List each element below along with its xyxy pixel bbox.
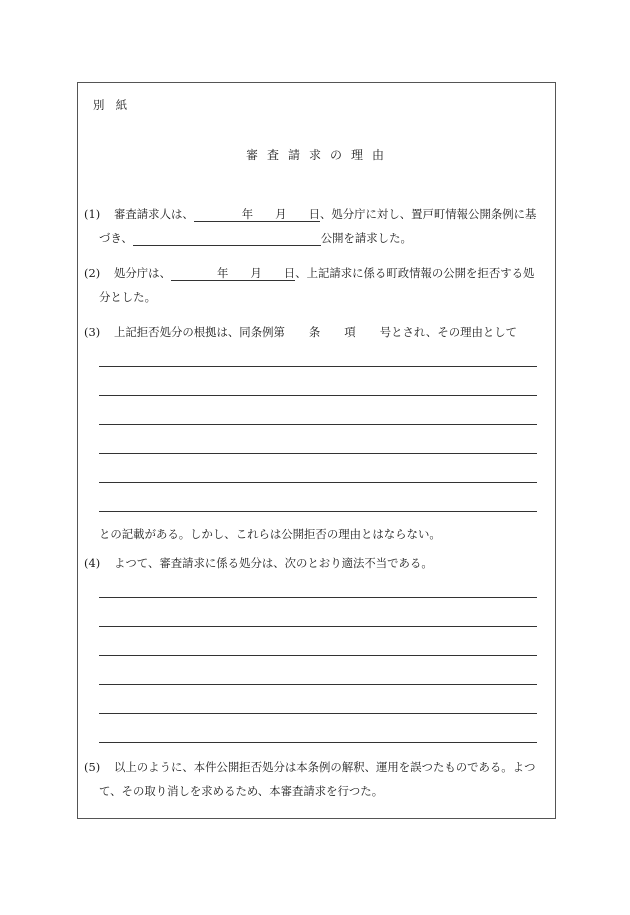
item-2-year-label: 年	[216, 266, 229, 280]
item-3-line-1	[84, 325, 517, 339]
improper-line-2[interactable]	[99, 626, 537, 627]
item-1-subject-field[interactable]	[133, 231, 321, 245]
item-5-line-1	[84, 760, 535, 774]
item-2-line-2: 分とした。	[99, 290, 156, 304]
item-4-text: よつて、審査請求に係る処分は、次のとおり適法不当である。	[114, 556, 433, 570]
item-4-number: (4)	[84, 556, 101, 570]
improper-line-4[interactable]	[99, 684, 537, 685]
item-2-line-1	[84, 266, 534, 280]
improper-line-1[interactable]	[99, 597, 537, 598]
item-1-day-label: 日	[308, 207, 320, 221]
reason-line-4[interactable]	[99, 453, 537, 454]
item-1-text-c: づき、	[99, 231, 133, 245]
item-2-number: (2)	[84, 266, 101, 280]
form-frame	[77, 82, 556, 819]
reason-line-3[interactable]	[99, 424, 537, 425]
item-2-date-field[interactable]	[171, 266, 295, 280]
attachment-label: 別 紙	[93, 98, 128, 112]
item-1-number: (1)	[84, 207, 101, 221]
item-3-conclusion: との記載がある。しかし、これらは公開拒否の理由とはならない。	[99, 527, 441, 541]
reason-line-2[interactable]	[99, 395, 537, 396]
item-2-month-label: 月	[250, 266, 262, 280]
item-4-line-1	[84, 556, 433, 570]
item-1-year-label: 年	[241, 207, 254, 221]
reason-line-1[interactable]	[99, 366, 537, 367]
reason-line-5[interactable]	[99, 482, 537, 483]
reason-line-6[interactable]	[99, 511, 537, 512]
item-5-number: (5)	[84, 760, 101, 774]
page-title: 審査請求の理由	[245, 148, 393, 162]
item-1-text-e: 公開を請求した。	[320, 231, 412, 245]
item-1-text-a: 審査請求人は、	[114, 207, 194, 221]
item-2-text-b: 、上記請求に係る町政情報の公開を拒否する処	[295, 266, 535, 280]
item-3-paragraph-label: 項	[344, 325, 356, 339]
item-1-month-label: 月	[275, 207, 287, 221]
item-1-text-b: 、処分庁に対し、置戸町情報公開条例に基	[319, 207, 537, 221]
item-1-line-2	[99, 231, 412, 245]
item-3-article-label: 条	[308, 325, 321, 339]
item-1-line-1	[84, 207, 536, 221]
item-1-date-field[interactable]	[194, 207, 320, 221]
improper-line-6[interactable]	[99, 742, 537, 743]
item-2-day-label: 日	[283, 266, 296, 280]
improper-line-3[interactable]	[99, 655, 537, 656]
item-3-text-a: 上記拒否処分の根拠は、同条例第	[114, 325, 285, 339]
item-5-text-1: 以上のように、本件公開拒否処分は本条例の解釈、運用を誤つたものである。よつ	[114, 760, 536, 774]
item-3-number: (3)	[84, 325, 101, 339]
item-2-text-a: 処分庁は、	[114, 266, 171, 280]
improper-line-5[interactable]	[99, 713, 537, 714]
item-3-text-b: 号とされ、その理由として	[379, 325, 518, 339]
item-5-line-2: て、その取り消しを求めるため、本審査請求を行つた。	[99, 784, 384, 798]
